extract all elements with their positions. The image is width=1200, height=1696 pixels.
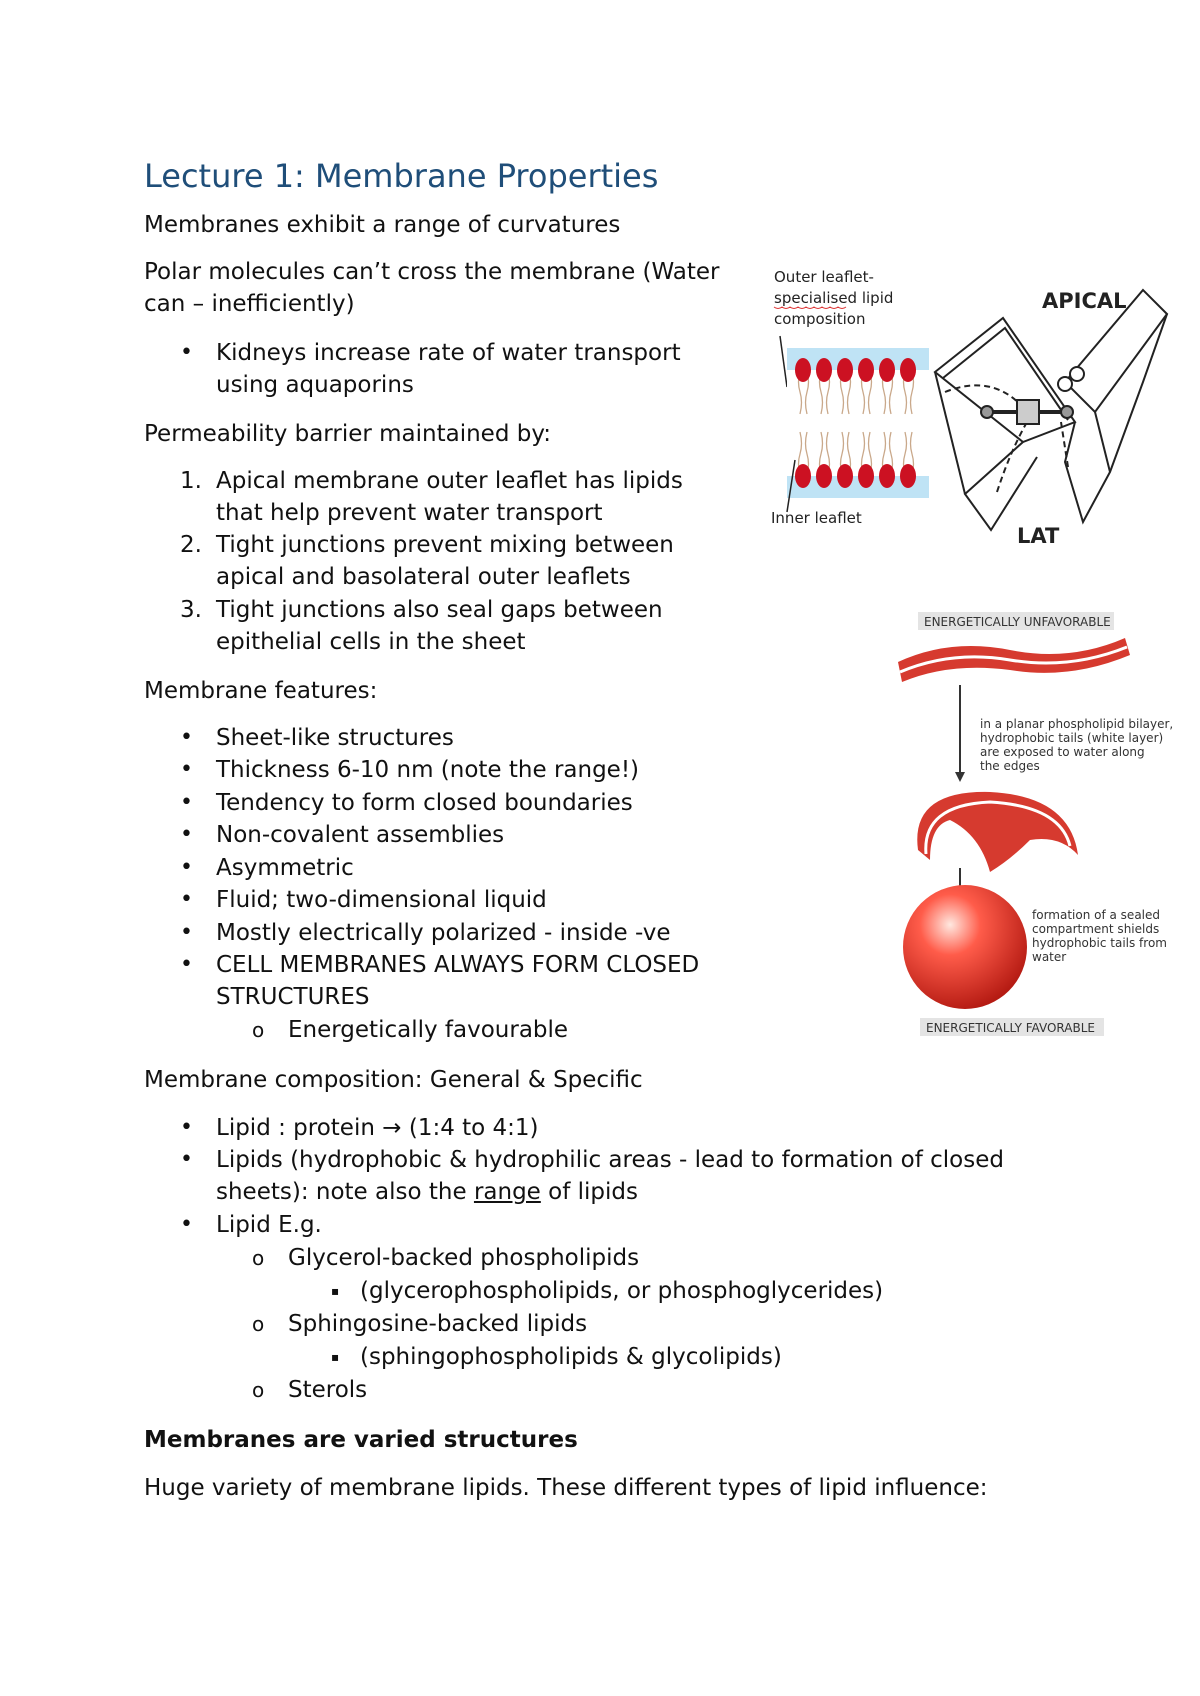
list-item-line1: Apical membrane outer leaflet has lipids bbox=[216, 468, 683, 494]
arrow-down-icon bbox=[955, 772, 965, 782]
label-inner-leaflet: Inner leaflet bbox=[771, 509, 862, 527]
label-outer-leaflet-line2: specialised lipid bbox=[774, 289, 894, 307]
paragraph-polar-line1: Polar molecules can’t cross the membrane (Water bbox=[144, 259, 720, 285]
feature-item: Tendency to form closed boundaries bbox=[216, 790, 633, 816]
circle-bullet-icon: o bbox=[252, 1018, 265, 1042]
figure-apical-membrane bbox=[765, 262, 1180, 547]
feature-item: Fluid; two-dimensional liquid bbox=[216, 887, 547, 913]
list-item-line2: apical and basolateral outer leaflets bbox=[216, 564, 631, 590]
curving-bilayer bbox=[917, 792, 1078, 872]
spellcheck-squiggle bbox=[774, 307, 846, 309]
bullet-icon: • bbox=[180, 757, 193, 782]
arrow-right-icon: → bbox=[382, 1115, 402, 1141]
note-planar-line3: are exposed to water along bbox=[980, 745, 1145, 759]
tight-junction-drawing bbox=[935, 290, 1167, 530]
composition-ratio bbox=[216, 1112, 539, 1144]
note-sealed-line3: hydrophobic tails from bbox=[1032, 936, 1167, 950]
page-title: Lecture 1: Membrane Properties bbox=[144, 157, 659, 195]
paragraph-polar-line2: can – inefficiently) bbox=[144, 291, 355, 317]
label-outer-leaflet-line1: Outer leaflet- bbox=[774, 268, 874, 286]
eg-sphingosine-detail: (sphingophospholipids & glycolipids) bbox=[360, 1344, 782, 1370]
bullet-icon: • bbox=[180, 1147, 193, 1172]
label-favorable: ENERGETICALLY FAVORABLE bbox=[926, 1021, 1095, 1035]
paragraph-curvatures: Membranes exhibit a range of curvatures bbox=[144, 212, 621, 238]
list-item-line1: Tight junctions prevent mixing between bbox=[216, 532, 674, 558]
planar-bilayer-sheet bbox=[898, 638, 1130, 682]
square-bullet-icon: ▪ bbox=[331, 1284, 340, 1298]
list-item-line2: epithelial cells in the sheet bbox=[216, 629, 526, 655]
note-planar-line1: in a planar phospholipid bilayer, bbox=[980, 717, 1174, 731]
lipids-text-c: of lipids bbox=[540, 1179, 638, 1205]
figure-closed-structure bbox=[880, 610, 1180, 1040]
feature-item-continued: STRUCTURES bbox=[216, 984, 370, 1010]
circle-bullet-icon: o bbox=[252, 1246, 265, 1270]
sealed-sphere bbox=[903, 885, 1027, 1009]
feature-item: Asymmetric bbox=[216, 855, 354, 881]
label-lat: LAT bbox=[1017, 524, 1060, 547]
note-sealed-line1: formation of a sealed bbox=[1032, 908, 1161, 922]
bullet-icon: • bbox=[180, 822, 193, 847]
bullet-kidney-line1: Kidneys increase rate of water transport bbox=[216, 340, 681, 366]
lipids-text-a: sheets): note also the bbox=[216, 1179, 474, 1205]
bullet-kidney-line2: using aquaporins bbox=[216, 372, 414, 398]
feature-item: Thickness 6-10 nm (note the range!) bbox=[216, 757, 640, 783]
list-number: 3. bbox=[180, 597, 202, 623]
feature-item: Mostly electrically polarized - inside -ve bbox=[216, 920, 671, 946]
paragraph-composition: Membrane composition: General & Specific bbox=[144, 1067, 643, 1093]
bullet-icon: • bbox=[180, 952, 193, 977]
bullet-icon: • bbox=[180, 790, 193, 815]
bullet-icon: • bbox=[180, 920, 193, 945]
bullet-icon: • bbox=[180, 1115, 193, 1140]
eg-sphingosine: Sphingosine-backed lipids bbox=[288, 1311, 588, 1337]
lipids-text-underlined: range bbox=[473, 1179, 541, 1205]
bullet-icon: • bbox=[180, 725, 193, 750]
feature-item: Sheet-like structures bbox=[216, 725, 454, 751]
paragraph-barrier: Permeability barrier maintained by: bbox=[144, 421, 552, 447]
paragraph-features: Membrane features: bbox=[144, 678, 378, 704]
label-outer-leaflet-line3: composition bbox=[774, 310, 866, 328]
feature-item: Non-covalent assemblies bbox=[216, 822, 505, 848]
label-apical: APICAL bbox=[1042, 289, 1127, 313]
composition-lipids-line2 bbox=[216, 1176, 638, 1208]
composition-lipids-line1: Lipids (hydrophobic & hydrophilic areas - lead to formation of closed bbox=[216, 1147, 1004, 1173]
note-planar-line2: hydrophobic tails (white layer) bbox=[980, 731, 1164, 745]
bullet-icon: • bbox=[180, 340, 193, 365]
ratio-label: Lipid : protein bbox=[216, 1115, 375, 1141]
feature-subitem: Energetically favourable bbox=[288, 1017, 569, 1043]
circle-bullet-icon: o bbox=[252, 1312, 265, 1336]
bullet-icon: • bbox=[180, 1212, 193, 1237]
feature-item: CELL MEMBRANES ALWAYS FORM CLOSED bbox=[216, 952, 700, 978]
square-bullet-icon: ▪ bbox=[331, 1350, 340, 1364]
list-item-line1: Tight junctions also seal gaps between bbox=[216, 597, 663, 623]
composition-eg: Lipid E.g. bbox=[216, 1212, 322, 1238]
paragraph-variety: Huge variety of membrane lipids. These different types of lipid influence: bbox=[144, 1475, 988, 1501]
bullet-icon: • bbox=[180, 887, 193, 912]
circle-bullet-icon: o bbox=[252, 1378, 265, 1402]
eg-sterols: Sterols bbox=[288, 1377, 368, 1403]
note-planar-line4: the edges bbox=[980, 759, 1040, 773]
bullet-icon: • bbox=[180, 855, 193, 880]
eg-glycerol: Glycerol-backed phospholipids bbox=[288, 1245, 640, 1271]
heading-varied-structures: Membranes are varied structures bbox=[144, 1427, 578, 1453]
list-number: 1. bbox=[180, 468, 202, 494]
eg-glycerol-detail: (glycerophospholipids, or phosphoglycerides) bbox=[360, 1278, 884, 1304]
list-item-line2: that help prevent water transport bbox=[216, 500, 603, 526]
ratio-value: (1:4 to 4:1) bbox=[408, 1115, 539, 1141]
note-sealed-line4: water bbox=[1032, 950, 1067, 964]
list-number: 2. bbox=[180, 532, 202, 558]
label-unfavorable: ENERGETICALLY UNFAVORABLE bbox=[924, 615, 1111, 629]
note-sealed-line2: compartment shields bbox=[1032, 922, 1160, 936]
pointer-line bbox=[780, 336, 787, 387]
